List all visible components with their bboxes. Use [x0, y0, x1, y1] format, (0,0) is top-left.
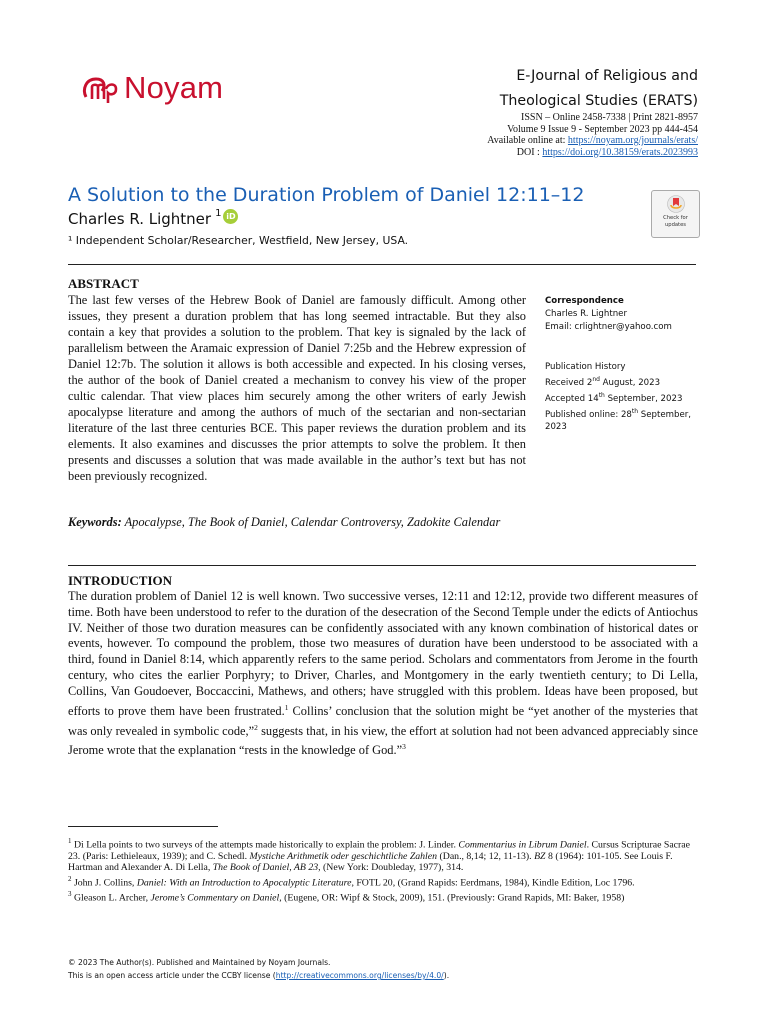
intro-text-3: suggests that, in his view, the effort at solution had not been advanced appreciably since Jerome wrote that the explanation “rests in the knowledge of God.”	[68, 723, 698, 758]
article-title: A Solution to the Duration Problem of Daniel 12:11–12	[68, 184, 585, 206]
journal-title-line1: E-Journal of Religious and	[516, 68, 698, 84]
received-text: Received 2	[545, 378, 593, 389]
footnote-text: Gleason L. Archer,	[71, 891, 151, 903]
license-text: This is an open access article under the CCBY license (	[68, 971, 276, 980]
keywords-list: Apocalypse, The Book of Daniel, Calendar Controversy, Zadokite Calendar	[121, 515, 501, 529]
doi-label: DOI :	[516, 146, 543, 158]
bookmark-icon	[667, 195, 685, 213]
keywords	[68, 514, 526, 530]
noyam-logo-icon	[80, 71, 120, 105]
author-line	[68, 210, 238, 228]
footnote-num: 2	[68, 874, 72, 883]
logo-text: Noyam	[124, 70, 224, 105]
correspondence-label: Correspondence	[545, 296, 624, 306]
footnote-text: (Dan., 8,14; 12, 11-13).	[437, 850, 535, 862]
license-link[interactable]: http://creativecommons.org/licenses/by/4.0/	[275, 971, 444, 980]
footnote-text: . Cursus Scripturae Sacrae 23. (Paris: Lethieleaux, 1939); and C. Schedl.	[68, 839, 690, 862]
abstract-heading: ABSTRACT	[68, 276, 139, 291]
footnote-ref-2[interactable]: 2	[254, 722, 258, 732]
published-rest: September, 2023	[545, 409, 692, 433]
received-date	[545, 374, 705, 390]
abstract-body: The last few verses of the Hebrew Book of Daniel are famously difficult. Among other issues, they present a duration problem that has long seemed intractable. But they also contain a key that provides a solution to the problem. That key is signaled by the lack of parallelism between the Aramaic expression of Daniel 7:25b and the Hebrew expression of Daniel 12:7b. The solution it allows is both accessible and expected. In his closing verses, the author of the book of Daniel created a mechanism to convey his view of the proper cultic calendar. That view places him securely among the other writers of early Jewish apocalypse literature and among the authors of much of the sectarian and non-sectarian literature of the last three centuries BCE. This paper reviews the duration problem and its elements. It also examines and discusses the prior attempts to solve the problem. It then presents and discusses a solution that was made available in the author’s text but has not been previously recognized.	[68, 293, 526, 483]
page-footer	[68, 956, 698, 982]
journal-meta	[338, 112, 698, 158]
footnote-text: , FOTL 20, (Grand Rapids: Eerdmans, 1984), Kindle Edition, Loc 1796.	[351, 877, 635, 889]
journal-title-line2: Theological Studies (ERATS)	[499, 93, 698, 109]
doi-line	[338, 147, 698, 159]
orcid-icon[interactable]: iD	[223, 209, 238, 224]
footnote-text: , (New York: Doubleday, 1977), 314.	[318, 862, 464, 874]
introduction-body	[68, 589, 698, 759]
footnote-text: , (Eugene, OR: Wipf & Stock, 2009), 151. (Previously: Grand Rapids, MI: Baker, 1958)	[279, 891, 625, 903]
check-updates-label: Check for updates	[663, 215, 688, 228]
accepted-rest: September, 2023	[604, 393, 683, 404]
footnote-text: John J. Collins,	[71, 877, 137, 889]
available-label: Available online at:	[487, 135, 568, 146]
intro-text-2: Collins’ conclusion that the solution might be “yet another of the mysteries that was only revealed in symbolic code,”	[68, 703, 698, 738]
footnote-3	[68, 889, 698, 904]
journal-link[interactable]: https://noyam.org/journals/erats/	[567, 135, 698, 146]
author-affiliation-sup: 1	[215, 208, 222, 219]
footnote-italic: The Book of Daniel, AB 23	[212, 862, 319, 874]
copyright-line: © 2023 The Author(s). Published and Maintained by Noyam Journals.	[68, 958, 331, 967]
intro-text-1: The duration problem of Daniel 12 is well known. Two successive verses, 12:11 and 12:12, provide two different measures of time. Both have been understood to refer to the duration of the desecration of the Second Temple under the edicts of Antiochus IV. Neither of those two duration measures can be confidently associated with any known combination of historical dates or events, however. To compound the problem, those two measures of duration have been understood to be associated with a third, found in Daniel 8:14, which apparently refers to the same period. Scholars and commentators from Jerome in the fourth century, who cites the earlier Porphyry; to Driver, Charles, and Montgomery in the early twentieth century; to Di Lella, Collins, Van Goudoever, Boccaccini, Mathews, and others; have struggled with this problem. Ideas have been proposed, but efforts to prove them have been frustrated.	[68, 589, 698, 718]
footnote-text: 8 (1964): 101-105. See Louis F. Hartman and Alexander A. Di Lella,	[68, 850, 673, 874]
doi-link[interactable]: https://doi.org/10.38159/erats.2023993	[542, 146, 698, 158]
received-sup: nd	[592, 376, 600, 384]
footnote-italic: Mystiche Arithmetik oder geschichtliche Zahlen	[249, 850, 438, 862]
accepted-sup: th	[598, 391, 605, 399]
introduction-heading: INTRODUCTION	[68, 573, 173, 588]
footnote-text: Di Lella points to two surveys of the attempts made historically to explain the problem: J. Linder.	[71, 839, 459, 851]
correspondence-email[interactable]: Email: crlightner@yahoo.com	[545, 321, 672, 332]
license-text-end: ).	[443, 971, 450, 980]
footnote-num: 3	[68, 889, 72, 898]
correspondence-name: Charles R. Lightner	[545, 308, 627, 319]
affiliation: ¹ Independent Scholar/Researcher, Westfield, New Jersey, USA.	[68, 234, 409, 247]
correspondence-panel	[545, 295, 705, 434]
publication-history-label: Publication History	[545, 362, 626, 373]
footnote-ref-3[interactable]: 3	[402, 742, 406, 752]
footnote-num: 1	[68, 837, 72, 845]
divider	[68, 264, 696, 265]
keywords-label: Keywords:	[68, 515, 122, 529]
volume-line: Volume 9 Issue 9 - September 2023 pp 444-454	[507, 123, 698, 135]
footnote-divider	[68, 826, 218, 827]
accepted-text: Accepted 14	[545, 393, 599, 404]
issn-line: ISSN – Online 2458-7338 | Print 2821-8957	[520, 112, 698, 123]
published-text: Published online: 28	[545, 409, 632, 420]
footnote-italic: BZ	[534, 850, 546, 862]
footnote-1	[68, 836, 698, 874]
footnote-ref-1[interactable]: 1	[284, 702, 289, 712]
published-sup: th	[631, 407, 639, 415]
footnote-italic: Commentarius in Librum Daniel	[458, 839, 587, 851]
available-line	[338, 135, 698, 147]
divider	[68, 565, 696, 566]
footnote-italic: Jerome’s Commentary on Daniel	[150, 891, 280, 903]
footnote-italic: Daniel: With an Introduction to Apocalyptic Literature	[136, 877, 352, 889]
journal-title	[438, 64, 698, 114]
footnote-2	[68, 874, 698, 889]
author-name: Charles R. Lightner	[68, 210, 212, 228]
check-for-updates-badge[interactable]	[651, 190, 700, 238]
license-line	[68, 969, 698, 982]
received-rest: August, 2023	[599, 378, 661, 389]
footnotes	[68, 836, 698, 903]
published-date	[545, 406, 705, 434]
noyam-logo	[80, 70, 223, 106]
accepted-date	[545, 390, 705, 406]
